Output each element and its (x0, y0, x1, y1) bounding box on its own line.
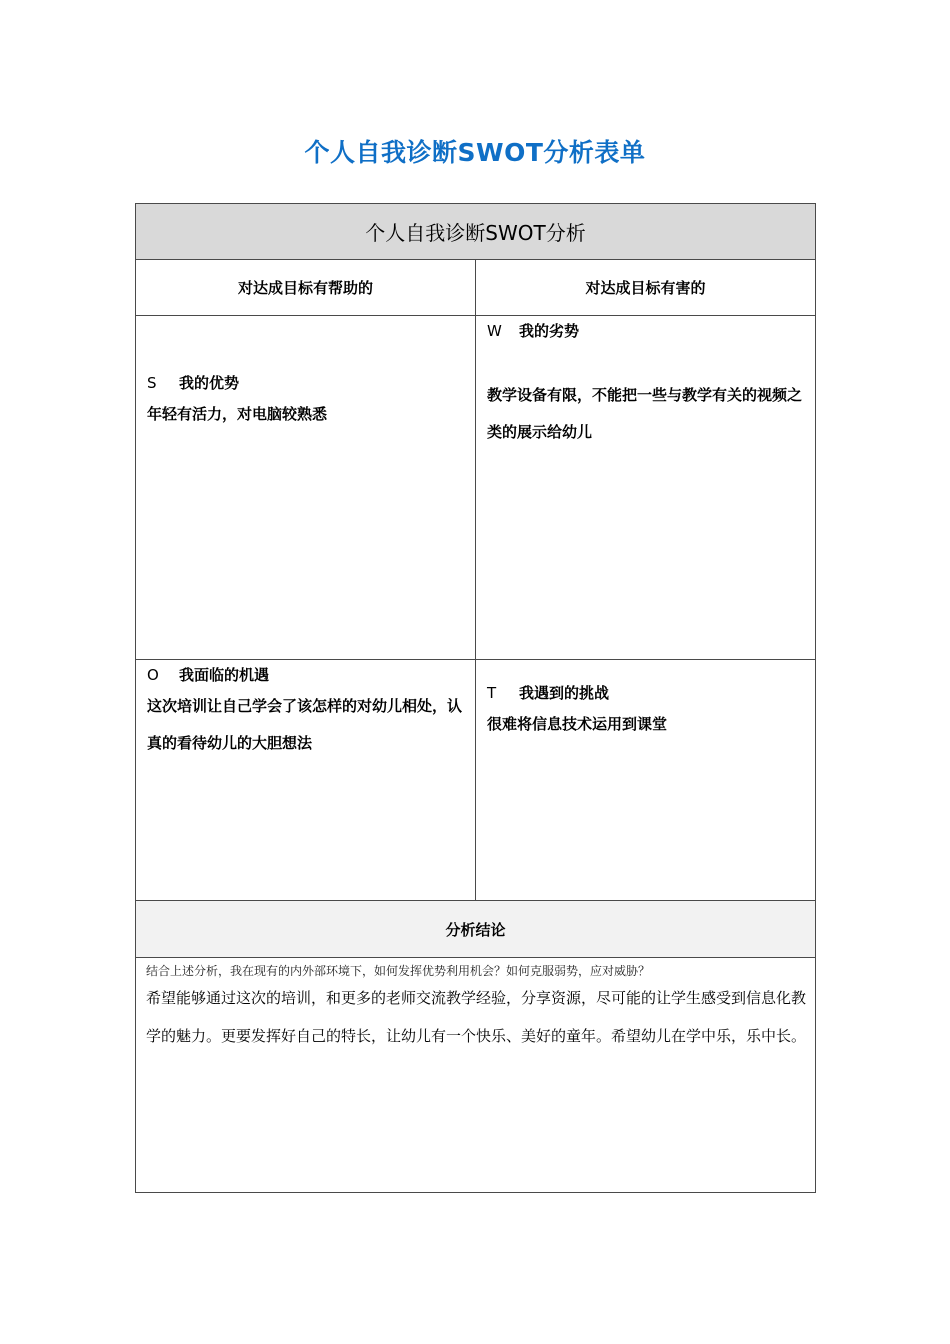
weaknesses-title: 我的劣势 (519, 322, 580, 340)
strengths-text: 年轻有活力，对电脑较熟悉 (147, 405, 328, 423)
conclusion-prompt: 结合上述分析，我在现有的内外部环境下，如何发挥优势利用机会？如何克服弱势，应对威胁？ (146, 964, 651, 978)
weaknesses-text: 教学设备有限，不能把一些与教学有关的视频之类的展示给幼儿 (487, 386, 803, 441)
strengths-cell[interactable] (136, 316, 476, 660)
threats-label (487, 682, 609, 703)
threats-cell[interactable] (476, 660, 816, 901)
table-header: 个人自我诊断SWOT分析 (136, 204, 816, 260)
strengths-letter: S (147, 374, 157, 392)
threats-title: 我遇到的挑战 (519, 684, 610, 702)
opportunities-title: 我面临的机遇 (179, 666, 270, 684)
helpful-column-header: 对达成目标有帮助的 (136, 260, 476, 316)
document-title: 个人自我诊断SWOT分析表单 (304, 138, 646, 167)
conclusion-cell[interactable] (136, 958, 816, 1193)
threats-letter: T (487, 684, 497, 702)
opportunities-cell[interactable] (136, 660, 476, 901)
threats-text: 很难将信息技术运用到课堂 (487, 715, 668, 733)
strengths-label (147, 372, 239, 393)
weaknesses-label (487, 320, 579, 341)
opportunities-text: 这次培训让自己学会了该怎样的对幼儿相处，认真的看待幼儿的大胆想法 (147, 697, 463, 752)
harmful-column-header: 对达成目标有害的 (476, 260, 816, 316)
conclusion-text: 希望能够通过这次的培训，和更多的老师交流教学经验，分享资源，尽可能的让学生感受到信息化教学的魅力。更要发挥好自己的特长，让幼儿有一个快乐、美好的童年。希望幼儿在学中乐，乐中长。 (146, 989, 807, 1045)
swot-table (135, 203, 816, 1193)
strengths-title: 我的优势 (179, 374, 240, 392)
weaknesses-cell[interactable] (476, 316, 816, 660)
opportunities-label (147, 664, 269, 685)
opportunities-letter: O (147, 666, 159, 684)
weaknesses-letter: W (487, 322, 502, 340)
conclusion-header: 分析结论 (136, 901, 816, 958)
